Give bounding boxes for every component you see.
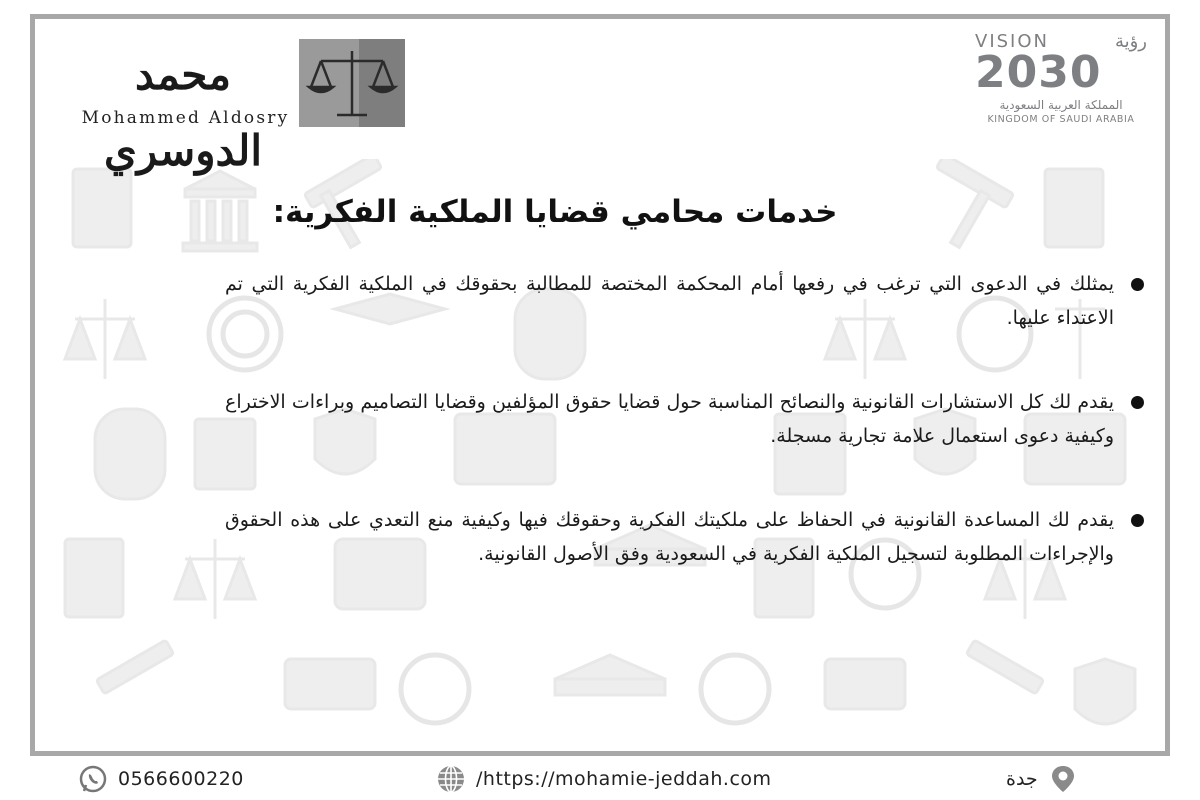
list-item: [225, 385, 1150, 453]
vision-arabic-word: رؤية: [1114, 30, 1147, 52]
content-frame: [30, 14, 1170, 756]
website-url: /https://mohamie-jeddah.com: [476, 768, 772, 790]
phone-contact[interactable]: [78, 758, 244, 800]
phone-number: 0566600220: [118, 768, 244, 790]
list-item-text: يقدم لك المساعدة القانونية في الحفاظ على ملكيتك الفكرية وحقوقك فيها وكيفية منع التعدي على هذه الحقوق والإجراءات المطلوبة لتسجيل الملكية الفكرية في السعودية وفق الأصول القانونية.: [225, 509, 1114, 565]
page-title: خدمات محامي قضايا الملكية الفكرية:: [272, 194, 838, 230]
list-item-text: يمثلك في الدعوى التي ترغب في رفعها أمام المحكمة المختصة للمطالبة بحقوقك في الملكية الفكرية التي تم الاعتداء عليها.: [225, 273, 1114, 329]
vision-kingdom-arabic: المملكة العربية السعودية: [999, 98, 1123, 112]
bullet-icon: [1131, 396, 1144, 409]
law-firm-logo: [73, 37, 403, 175]
services-list: [225, 267, 1150, 621]
bullet-icon: [1131, 514, 1144, 527]
list-item-text: يقدم لك كل الاستشارات القانونية والنصائح المناسبة حول قضايا حقوق المؤلفين وقضايا التصاميم وبراءات الاختراع وكيفية دعوى استعمال علامة تجارية مسجلة.: [225, 391, 1114, 447]
bullet-icon: [1131, 278, 1144, 291]
logo-name-english: Mohammed Aldosry: [81, 108, 290, 128]
justice-scale-icon: [299, 39, 405, 127]
vision-2030-logo: [975, 29, 1147, 129]
logo-name-arabic: محمد الدوسري: [103, 50, 263, 175]
website-contact[interactable]: [436, 758, 772, 800]
vision-year: 2030: [975, 47, 1102, 98]
list-item: [225, 503, 1150, 571]
city-name: جدة: [1006, 768, 1038, 790]
location-contact[interactable]: [1006, 758, 1078, 800]
location-pin-icon: [1048, 764, 1078, 794]
vision-word: VISION: [975, 30, 1049, 52]
globe-icon: [436, 764, 466, 794]
whatsapp-icon: [78, 764, 108, 794]
vision-kingdom-english: KINGDOM OF SAUDI ARABIA: [987, 114, 1135, 125]
list-item: [225, 267, 1150, 335]
contact-footer: [0, 758, 1200, 800]
